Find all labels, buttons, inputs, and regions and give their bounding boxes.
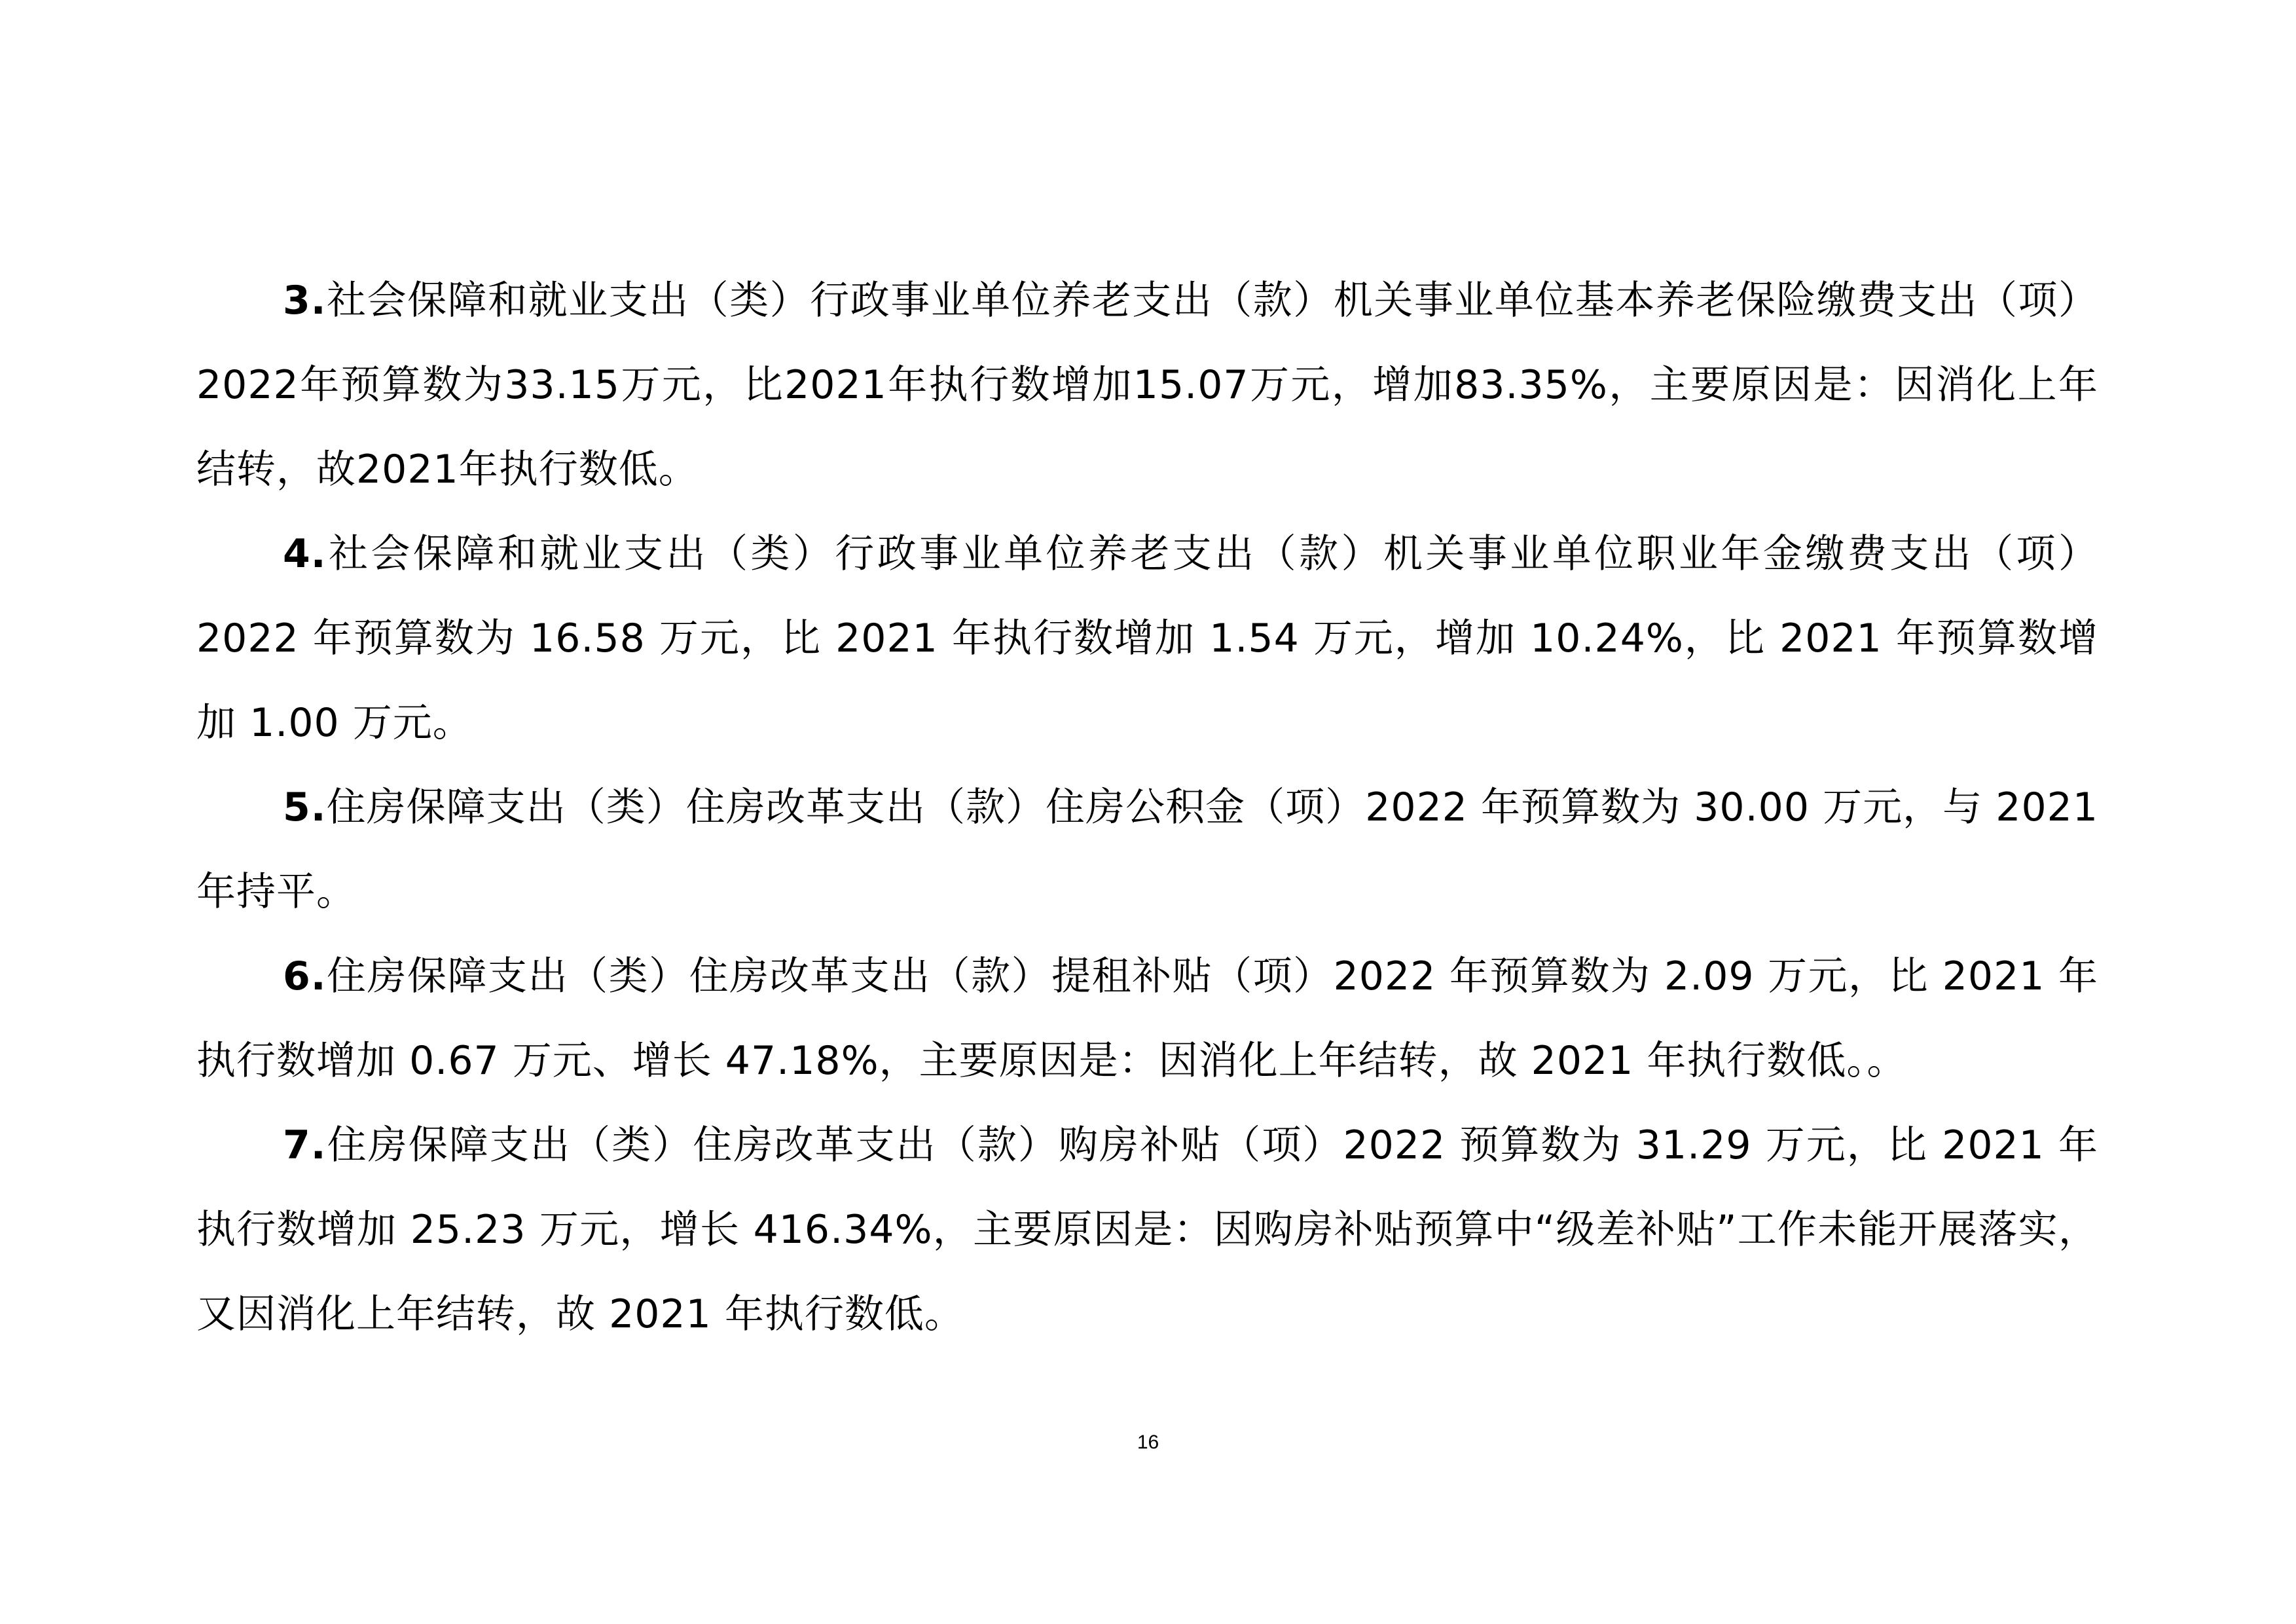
paragraph-text: 社会保障和就业支出（类）行政事业单位养老支出（款）机关事业单位职业年金缴费支出（项）2022 年预算数为 16.58 万元，比 2021 年执行数增加 1.54 万元，增加 10.24%，比 2021 年预算数增加 1.00 万元。 <box>196 531 2098 746</box>
paragraph-text: 住房保障支出（类）住房改革支出（款）提租补贴（项）2022 年预算数为 2.09 万元，比 2021 年执行数增加 0.67 万元、增长 47.18%，主要原因是：因消化上年结转，故 2021 年执行数低。。 <box>196 953 2098 1084</box>
paragraph-7 <box>196 1103 2098 1357</box>
paragraph-6 <box>196 934 2098 1103</box>
paragraph-number: 7. <box>283 1122 327 1168</box>
paragraph-5 <box>196 766 2098 934</box>
paragraph-number: 5. <box>283 784 327 830</box>
paragraph-text: 社会保障和就业支出（类）行政事业单位养老支出（款）机关事业单位基本养老保险缴费支出（项）2022年预算数为33.15万元，比2021年执行数增加15.07万元，增加83.35%，主要原因是：因消化上年结转，故2021年执行数低。 <box>196 278 2098 492</box>
paragraph-4 <box>196 512 2098 766</box>
paragraph-number: 6. <box>283 953 327 999</box>
page-number: 16 <box>1137 1431 1159 1453</box>
paragraph-number: 3. <box>283 278 327 323</box>
paragraph-text: 住房保障支出（类）住房改革支出（款）购房补贴（项）2022 预算数为 31.29 万元，比 2021 年执行数增加 25.23 万元，增长 416.34%，主要原因是：因购房补贴预算中“级差补贴”工作未能开展落实，又因消化上年结转，故 2021 年执行数低。 <box>196 1122 2098 1337</box>
paragraph-text: 住房保障支出（类）住房改革支出（款）住房公积金（项）2022 年预算数为 30.00 万元，与 2021 年持平。 <box>196 784 2098 915</box>
paragraph-number: 4. <box>283 531 327 577</box>
paragraph-3 <box>196 259 2098 512</box>
document-body <box>196 259 2098 1357</box>
